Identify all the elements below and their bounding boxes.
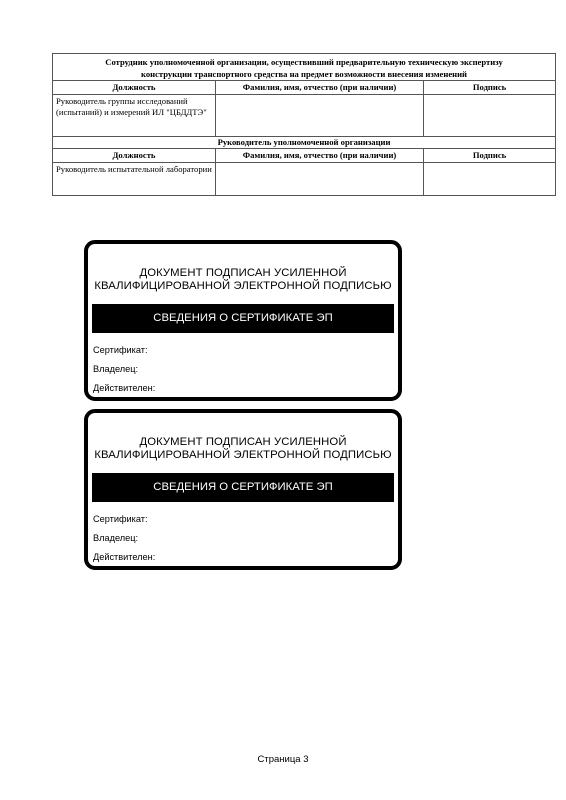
table-row xyxy=(53,95,556,137)
page-number: Страница 3 xyxy=(257,754,309,765)
stamp-title-line-2: КВАЛИФИЦИРОВАННОЙ ЭЛЕКТРОННОЙ ПОДПИСЬЮ xyxy=(94,280,392,292)
signature-stamp-1 xyxy=(84,240,402,401)
col-header-signature: Подпись xyxy=(424,81,556,95)
intro-line-1: Сотрудник уполномоченной организации, осуществивший предварительную техническую экспертизу xyxy=(105,57,503,67)
certificate-label: Сертификат: xyxy=(93,345,148,355)
certificate-info-bar: СВЕДЕНИЯ О СЕРТИФИКАТЕ ЭП xyxy=(92,304,394,333)
table-intro-header xyxy=(53,54,556,81)
owner-label: Владелец: xyxy=(93,533,139,543)
signature-stamp-2 xyxy=(84,409,402,570)
valid-label: Действителен: xyxy=(93,383,156,393)
stamp-title xyxy=(88,267,398,293)
valid-label: Действителен: xyxy=(93,552,156,562)
row2-position-cell: Руководитель испытательной лаборатории xyxy=(53,163,216,196)
stamp-title-line-1: ДОКУМЕНТ ПОДПИСАН УСИЛЕННОЙ xyxy=(139,436,347,448)
col-header-position: Должность xyxy=(53,81,216,95)
certificate-label: Сертификат: xyxy=(93,514,148,524)
section-2-title: Руководитель уполномоченной организации xyxy=(53,137,556,149)
row1-position-cell: Руководитель группы исследований (испытаний) и измерений ИЛ "ЦБДДТЭ" xyxy=(53,95,216,137)
stamp-title xyxy=(88,436,398,462)
row1-signature-cell xyxy=(424,95,556,137)
signature-table xyxy=(52,53,556,196)
intro-line-2: конструкции транспортного средства на предмет возможности внесения изменений xyxy=(141,69,467,79)
col-header-signature-2: Подпись xyxy=(424,149,556,163)
certificate-info-bar: СВЕДЕНИЯ О СЕРТИФИКАТЕ ЭП xyxy=(92,473,394,502)
col-header-name-2: Фамилия, имя, отчество (при наличии) xyxy=(216,149,424,163)
table-row xyxy=(53,163,556,196)
col-header-name: Фамилия, имя, отчество (при наличии) xyxy=(216,81,424,95)
stamp-title-line-2: КВАЛИФИЦИРОВАННОЙ ЭЛЕКТРОННОЙ ПОДПИСЬЮ xyxy=(94,449,392,461)
row1-name-cell xyxy=(216,95,424,137)
row2-signature-cell xyxy=(424,163,556,196)
owner-label: Владелец: xyxy=(93,364,139,374)
stamp-title-line-1: ДОКУМЕНТ ПОДПИСАН УСИЛЕННОЙ xyxy=(139,267,347,279)
row2-name-cell xyxy=(216,163,424,196)
col-header-position-2: Должность xyxy=(53,149,216,163)
